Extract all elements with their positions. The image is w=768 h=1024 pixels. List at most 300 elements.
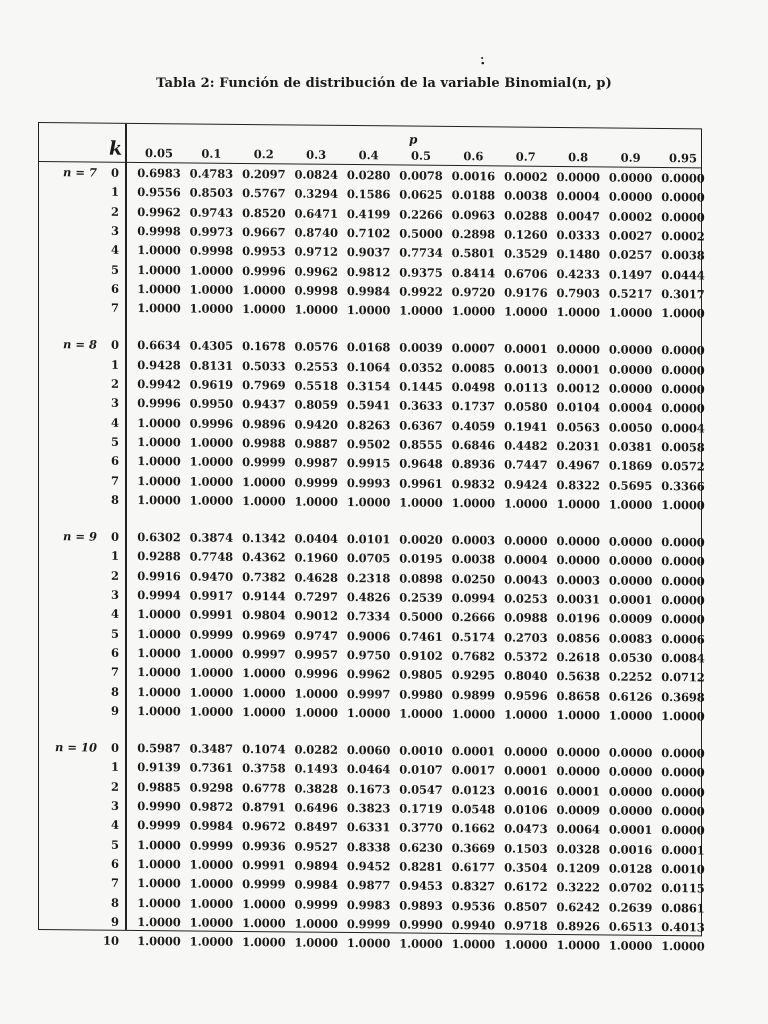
table-cell: 0.9950: [189, 396, 234, 412]
table-cell: 0.9527: [294, 839, 338, 854]
table-cell: 0.9872: [189, 799, 234, 814]
table-cell: 0.0000: [661, 362, 705, 378]
table-cell: 0.3758: [242, 761, 286, 776]
table-cell: 0.0580: [504, 399, 548, 415]
table-cell: 0.9750: [346, 647, 391, 663]
table-cell: 0.0128: [608, 861, 653, 876]
table-cell: 0.0464: [346, 762, 391, 777]
table-cell: 0.0000: [661, 573, 705, 589]
table-cell: 0.0101: [346, 532, 391, 547]
table-cell: 1.0000: [661, 497, 705, 513]
k-value: 4: [110, 415, 119, 430]
table-cell: 1.0000: [608, 708, 653, 723]
table-cell: 0.8503: [189, 185, 234, 201]
table-cell: 1.0000: [556, 496, 600, 512]
table-cell: 0.0060: [346, 743, 391, 758]
table-cell: 0.0994: [451, 590, 496, 606]
table-cell: 0.0083: [608, 631, 653, 646]
table-cell: 0.0000: [608, 534, 653, 549]
table-cell: 0.9961: [399, 475, 443, 491]
table-cell: 0.9420: [294, 417, 338, 432]
table-cell: 0.1737: [451, 399, 496, 414]
table-cell: 0.8926: [556, 918, 600, 934]
table-cell: 1.0000: [242, 302, 286, 317]
table-cell: 1.0000: [137, 914, 181, 930]
table-cell: 0.0282: [294, 742, 338, 757]
table-cell: 0.0988: [504, 610, 548, 626]
table-cell: 0.8263: [346, 417, 391, 432]
p-column-header: 0.1: [201, 146, 222, 161]
table-cell: 0.6983: [137, 165, 181, 181]
table-cell: 0.7748: [189, 549, 234, 565]
table-cell: 0.0001: [556, 361, 600, 377]
table-cell: 1.0000: [504, 707, 548, 722]
table-cell: 0.6846: [451, 437, 496, 453]
table-cell: 0.0020: [399, 532, 443, 547]
k-value: 2: [110, 376, 119, 391]
k-value: 2: [110, 204, 119, 219]
table-cell: 0.0003: [556, 572, 600, 588]
table-cell: 0.9295: [451, 668, 496, 683]
table-cell: 0.1503: [504, 841, 548, 856]
table-cell: 0.5000: [399, 609, 443, 625]
table-cell: 0.0027: [608, 228, 653, 243]
table-cell: 0.0002: [504, 169, 548, 184]
table-cell: 1.0000: [137, 895, 181, 910]
table-cell: 0.0196: [556, 611, 600, 626]
table-cell: 0.0000: [661, 803, 705, 819]
table-cell: 0.9743: [189, 205, 234, 220]
table-cell: 0.9991: [242, 857, 286, 873]
table-cell: 0.8327: [451, 879, 496, 894]
table-cell: 0.1678: [242, 339, 286, 354]
table-cell: 0.9452: [346, 858, 391, 874]
table-cell: 0.0333: [556, 227, 600, 243]
table-cell: 0.7682: [451, 648, 496, 664]
table-cell: 0.6634: [137, 338, 181, 353]
table-cell: 0.0106: [504, 802, 548, 817]
table-cell: 1.0000: [137, 626, 181, 641]
k-value: 9: [110, 914, 119, 929]
table-cell: 1.0000: [137, 934, 181, 949]
table-cell: 0.0195: [399, 551, 443, 567]
table-cell: 1.0000: [556, 305, 600, 320]
table-cell: 1.0000: [556, 707, 600, 723]
table-cell: 0.0712: [661, 670, 705, 685]
table-cell: 0.4013: [661, 919, 705, 935]
table-cell: 0.9916: [137, 568, 181, 584]
table-cell: 0.8059: [294, 397, 338, 413]
p-column-header: 0.3: [306, 147, 327, 162]
table-cell: 0.1719: [399, 801, 443, 816]
table-cell: 1.0000: [399, 495, 443, 510]
table-cell: 1.0000: [242, 915, 286, 931]
table-cell: 0.8507: [504, 898, 548, 914]
table-cell: 0.5372: [504, 649, 548, 664]
table-cell: 0.9999: [294, 896, 338, 912]
table-cell: 0.8740: [294, 225, 338, 240]
table-cell: 0.2639: [608, 899, 653, 915]
table-cell: 0.2097: [242, 166, 286, 182]
table-cell: 0.9996: [137, 396, 181, 411]
p-header-row: [39, 123, 701, 166]
table-cell: 0.2703: [504, 630, 548, 645]
table-cell: 1.0000: [504, 496, 548, 511]
table-cell: 1.0000: [504, 937, 548, 952]
table-cell: 1.0000: [661, 939, 705, 954]
table-cell: 0.4967: [556, 458, 600, 473]
k-value: 3: [110, 798, 119, 813]
table-cell: 0.0085: [451, 360, 496, 376]
table-cell: 0.7461: [399, 629, 443, 644]
table-cell: 0.9899: [451, 687, 496, 702]
table-cell: 0.0009: [556, 802, 600, 818]
table-cell: 0.2553: [294, 359, 338, 374]
k-value: 10: [102, 933, 119, 948]
table-cell: 0.6331: [346, 820, 391, 835]
table-cell: 1.0000: [451, 937, 496, 952]
table-cell: 0.9006: [346, 628, 391, 643]
table-cell: 0.0000: [661, 190, 705, 205]
table-cell: 0.0000: [661, 554, 705, 569]
table-cell: 1.0000: [137, 434, 181, 450]
p-column-header: 0.05: [144, 146, 173, 161]
table-cell: 0.9996: [294, 666, 338, 682]
table-cell: 0.9424: [504, 476, 548, 492]
table-cell: 0.9720: [451, 284, 496, 300]
table-cell: 0.0000: [608, 170, 653, 185]
table-cell: 0.7334: [346, 609, 391, 624]
table-cell: 0.7297: [294, 589, 338, 604]
table-cell: 1.0000: [137, 415, 181, 430]
table-cell: 0.6778: [242, 780, 286, 796]
table-cell: 1.0000: [137, 473, 181, 488]
table-cell: 1.0000: [137, 492, 181, 508]
table-cell: 0.1960: [294, 550, 338, 566]
table-cell: 0.0017: [451, 763, 496, 778]
table-cell: 0.9437: [242, 397, 286, 412]
table-cell: 0.9957: [294, 647, 338, 662]
table-cell: 0.0000: [608, 573, 653, 588]
k-value: 4: [110, 242, 119, 257]
table-cell: 0.0043: [504, 572, 548, 587]
table-cell: 1.0000: [399, 706, 443, 721]
table-cell: 0.4826: [346, 589, 391, 605]
table-cell: 0.0001: [608, 822, 653, 838]
table-cell: 0.0000: [608, 803, 653, 818]
k-value: 0: [110, 740, 119, 755]
table-cell: 0.0625: [399, 187, 443, 203]
table-cell: 0.9672: [242, 819, 286, 834]
table-cell: 1.0000: [294, 916, 338, 931]
table-cell: 0.0016: [608, 842, 653, 857]
table-cell: 0.4059: [451, 418, 496, 433]
table-cell: 0.5033: [242, 358, 286, 374]
table-cell: 1.0000: [189, 857, 234, 872]
table-cell: 0.9984: [189, 818, 234, 834]
table-cell: 0.0000: [608, 189, 653, 205]
table-cell: 0.9037: [346, 245, 391, 260]
k-value: 1: [110, 184, 119, 200]
table-cell: 0.6172: [504, 879, 548, 895]
table-body: [39, 123, 705, 954]
table-cell: 0.9996: [242, 263, 286, 278]
table-cell: 0.6242: [556, 899, 600, 914]
table-cell: 0.8555: [399, 437, 443, 452]
table-cell: 0.4233: [556, 266, 600, 281]
table-cell: 0.0000: [661, 381, 705, 397]
table-cell: 0.1074: [242, 742, 286, 757]
k-value: 1: [110, 357, 119, 372]
table-cell: 0.0001: [556, 783, 600, 799]
table-cell: 0.9998: [189, 243, 234, 259]
k-value: 8: [110, 684, 119, 699]
table-cell: 1.0000: [294, 935, 338, 950]
table-cell: 0.0003: [451, 533, 496, 548]
table-cell: 0.0004: [661, 420, 705, 435]
table-cell: 0.0012: [556, 380, 600, 396]
column-divider: [125, 124, 127, 930]
table-cell: 0.9896: [242, 416, 286, 431]
n-label: n = 9: [62, 529, 97, 544]
table-cell: 0.9990: [399, 917, 443, 932]
table-cell: 0.4305: [189, 338, 234, 354]
k-value: 0: [110, 529, 119, 544]
table-cell: 0.0002: [608, 209, 653, 224]
table-cell: 0.9139: [137, 760, 181, 775]
table-cell: 0.0253: [504, 591, 548, 606]
table-cell: 1.0000: [294, 302, 338, 317]
k-value: 2: [110, 779, 119, 794]
table-cell: 0.2031: [556, 438, 600, 454]
table-cell: 0.0000: [608, 745, 653, 760]
k-value: 6: [110, 856, 119, 871]
table-cell: 0.9998: [294, 283, 338, 298]
table-cell: 0.3154: [346, 378, 391, 394]
table-cell: 1.0000: [399, 936, 443, 951]
table-cell: 0.9999: [189, 627, 234, 642]
table-cell: 0.9999: [189, 838, 234, 853]
table-cell: 0.9922: [399, 284, 443, 299]
table-cell: 0.0257: [608, 247, 653, 263]
table-cell: 0.6471: [294, 206, 338, 221]
table-cell: 0.9997: [242, 646, 286, 662]
table-cell: 1.0000: [242, 685, 286, 700]
table-cell: 0.5695: [608, 477, 653, 493]
table-cell: 1.0000: [137, 262, 181, 277]
table-cell: 0.9994: [137, 587, 181, 603]
table-cell: 0.0000: [556, 342, 600, 357]
table-cell: 1.0000: [189, 895, 234, 911]
table-cell: 0.2266: [399, 207, 443, 222]
table-cell: 0.1941: [504, 419, 548, 434]
table-cell: 0.1445: [399, 379, 443, 394]
table-cell: 0.9999: [346, 916, 391, 932]
table-cell: 0.9428: [137, 357, 181, 373]
table-cell: 0.6706: [504, 265, 548, 281]
table-cell: 0.5217: [608, 286, 653, 301]
table-cell: 0.1586: [346, 187, 391, 202]
k-value: 4: [110, 606, 119, 622]
table-cell: 1.0000: [189, 454, 234, 470]
table-cell: 0.9973: [189, 224, 234, 239]
table-cell: 1.0000: [189, 665, 234, 681]
table-cell: 1.0000: [608, 305, 653, 320]
table-cell: 0.0000: [661, 784, 705, 800]
table-cell: 0.0001: [608, 592, 653, 607]
table-cell: 0.9940: [451, 917, 496, 933]
p-column-header: 0.7: [515, 149, 536, 164]
table-cell: 0.9747: [294, 628, 338, 643]
table-cell: 0.9984: [294, 877, 338, 893]
table-cell: 0.9288: [137, 549, 181, 564]
table-cell: 0.1673: [346, 781, 391, 797]
table-cell: 1.0000: [189, 646, 234, 661]
table-cell: 1.0000: [189, 915, 234, 930]
table-cell: 0.9887: [294, 436, 338, 451]
table-cell: 0.0007: [451, 341, 496, 356]
stray-mark: ⋅̇: [480, 56, 486, 72]
table-cell: 0.3366: [661, 478, 705, 493]
table-cell: 0.0000: [608, 381, 653, 396]
table-cell: 0.6302: [137, 530, 181, 545]
table-cell: 0.9718: [504, 918, 548, 933]
table-cell: 0.0000: [661, 592, 705, 608]
table-cell: 0.9667: [242, 224, 286, 240]
table-cell: 0.0000: [608, 784, 653, 799]
table-cell: 1.0000: [242, 666, 286, 681]
table-cell: 0.5941: [346, 398, 391, 413]
table-cell: 0.3874: [189, 530, 234, 545]
table-cell: 1.0000: [661, 306, 705, 321]
table-cell: 1.0000: [242, 935, 286, 950]
table-cell: 0.0572: [661, 459, 705, 474]
k-value: 5: [110, 262, 119, 277]
table-cell: 0.4783: [189, 166, 234, 181]
table-cell: 0.9999: [294, 474, 338, 490]
table-cell: 1.0000: [137, 243, 181, 258]
table-cell: 1.0000: [137, 665, 181, 680]
table-cell: 0.7969: [242, 377, 286, 393]
table-cell: 1.0000: [189, 473, 234, 489]
table-cell: 0.0000: [608, 553, 653, 569]
table-cell: 0.0004: [504, 552, 548, 568]
table-cell: 0.0001: [451, 744, 496, 759]
table-cell: 0.9804: [242, 608, 286, 623]
table-cell: 0.0444: [661, 267, 705, 282]
table-cell: 0.3633: [399, 398, 443, 414]
table-cell: 0.9980: [399, 686, 443, 702]
table-cell: 0.0000: [661, 746, 705, 761]
table-cell: 0.0004: [608, 400, 653, 416]
table-cell: 0.0000: [661, 343, 705, 358]
table-cell: 0.7102: [346, 225, 391, 241]
table-cell: 0.0000: [661, 765, 705, 780]
table-cell: 0.0050: [608, 420, 653, 435]
table-cell: 0.0038: [661, 248, 705, 263]
table-cell: 1.0000: [504, 304, 548, 319]
table-cell: 0.7903: [556, 285, 600, 301]
table-cell: 0.0000: [608, 342, 653, 358]
table-cell: 0.4628: [294, 570, 338, 585]
table-cell: 0.9999: [137, 818, 181, 833]
table-cell: 0.0856: [556, 630, 600, 645]
n-label: n = 8: [62, 337, 97, 352]
table-cell: 0.6177: [451, 859, 496, 875]
table-cell: 0.5638: [556, 669, 600, 684]
table-cell: 1.0000: [189, 934, 234, 949]
table-cell: 0.0006: [661, 631, 705, 646]
k-value: 1: [110, 549, 119, 564]
table-cell: 0.0576: [294, 339, 338, 355]
table-cell: 0.0898: [399, 571, 443, 586]
table-cell: 0.9962: [294, 263, 338, 279]
table-cell: 0.6496: [294, 800, 338, 815]
table-cell: 0.5987: [137, 741, 181, 756]
k-value: 9: [110, 703, 119, 718]
table-cell: 1.0000: [137, 454, 181, 469]
table-cell: 0.0038: [451, 552, 496, 567]
table-cell: 0.0250: [451, 571, 496, 587]
table-cell: 0.9999: [242, 877, 286, 892]
table-cell: 0.0000: [661, 612, 705, 627]
table-cell: 1.0000: [242, 474, 286, 489]
table-cell: 0.1064: [346, 359, 391, 375]
table-cell: 0.3017: [661, 286, 705, 302]
table-cell: 0.8520: [242, 205, 286, 220]
table-cell: 0.0548: [451, 801, 496, 817]
table-cell: 0.3487: [189, 741, 234, 756]
table-cell: 0.0168: [346, 340, 391, 355]
table-cell: 0.8131: [189, 358, 234, 373]
table-cell: 0.9885: [137, 779, 181, 795]
table-cell: 1.0000: [189, 282, 234, 297]
table-cell: 0.0000: [556, 169, 600, 185]
table-cell: 0.3669: [451, 840, 496, 855]
table-cell: 0.0702: [608, 880, 653, 896]
table-cell: 0.0000: [556, 553, 600, 568]
table-cell: 0.0031: [556, 591, 600, 607]
k-value: 6: [110, 281, 119, 296]
table-cell: 0.0084: [661, 650, 705, 666]
k-value: 3: [110, 395, 119, 411]
table-cell: 1.0000: [137, 684, 181, 699]
table-cell: 0.4199: [346, 206, 391, 221]
k-value: 1: [110, 760, 119, 775]
table-cell: 0.0328: [556, 841, 600, 856]
table-cell: 0.1342: [242, 531, 286, 546]
k-value: 7: [110, 300, 119, 315]
table-cell: 0.0963: [451, 207, 496, 222]
table-cell: 0.9999: [242, 455, 286, 470]
table-cell: 0.0113: [504, 380, 548, 395]
table-cell: 0.9987: [294, 455, 338, 471]
table-cell: 0.0288: [504, 208, 548, 223]
table-cell: 0.0000: [556, 745, 600, 760]
table-cell: 0.3529: [504, 246, 548, 262]
table-cell: 1.0000: [661, 708, 705, 724]
table-cell: 0.0861: [661, 900, 705, 915]
table-cell: 0.8338: [346, 839, 391, 854]
k-value: 5: [110, 837, 119, 852]
table-cell: 0.8322: [556, 477, 600, 492]
table-cell: 0.9983: [346, 897, 391, 912]
table-cell: 0.3828: [294, 781, 338, 796]
table-cell: 0.9962: [346, 667, 391, 682]
table-cell: 0.9996: [189, 416, 234, 431]
table-cell: 1.0000: [242, 282, 286, 298]
table-cell: 0.3222: [556, 880, 600, 895]
